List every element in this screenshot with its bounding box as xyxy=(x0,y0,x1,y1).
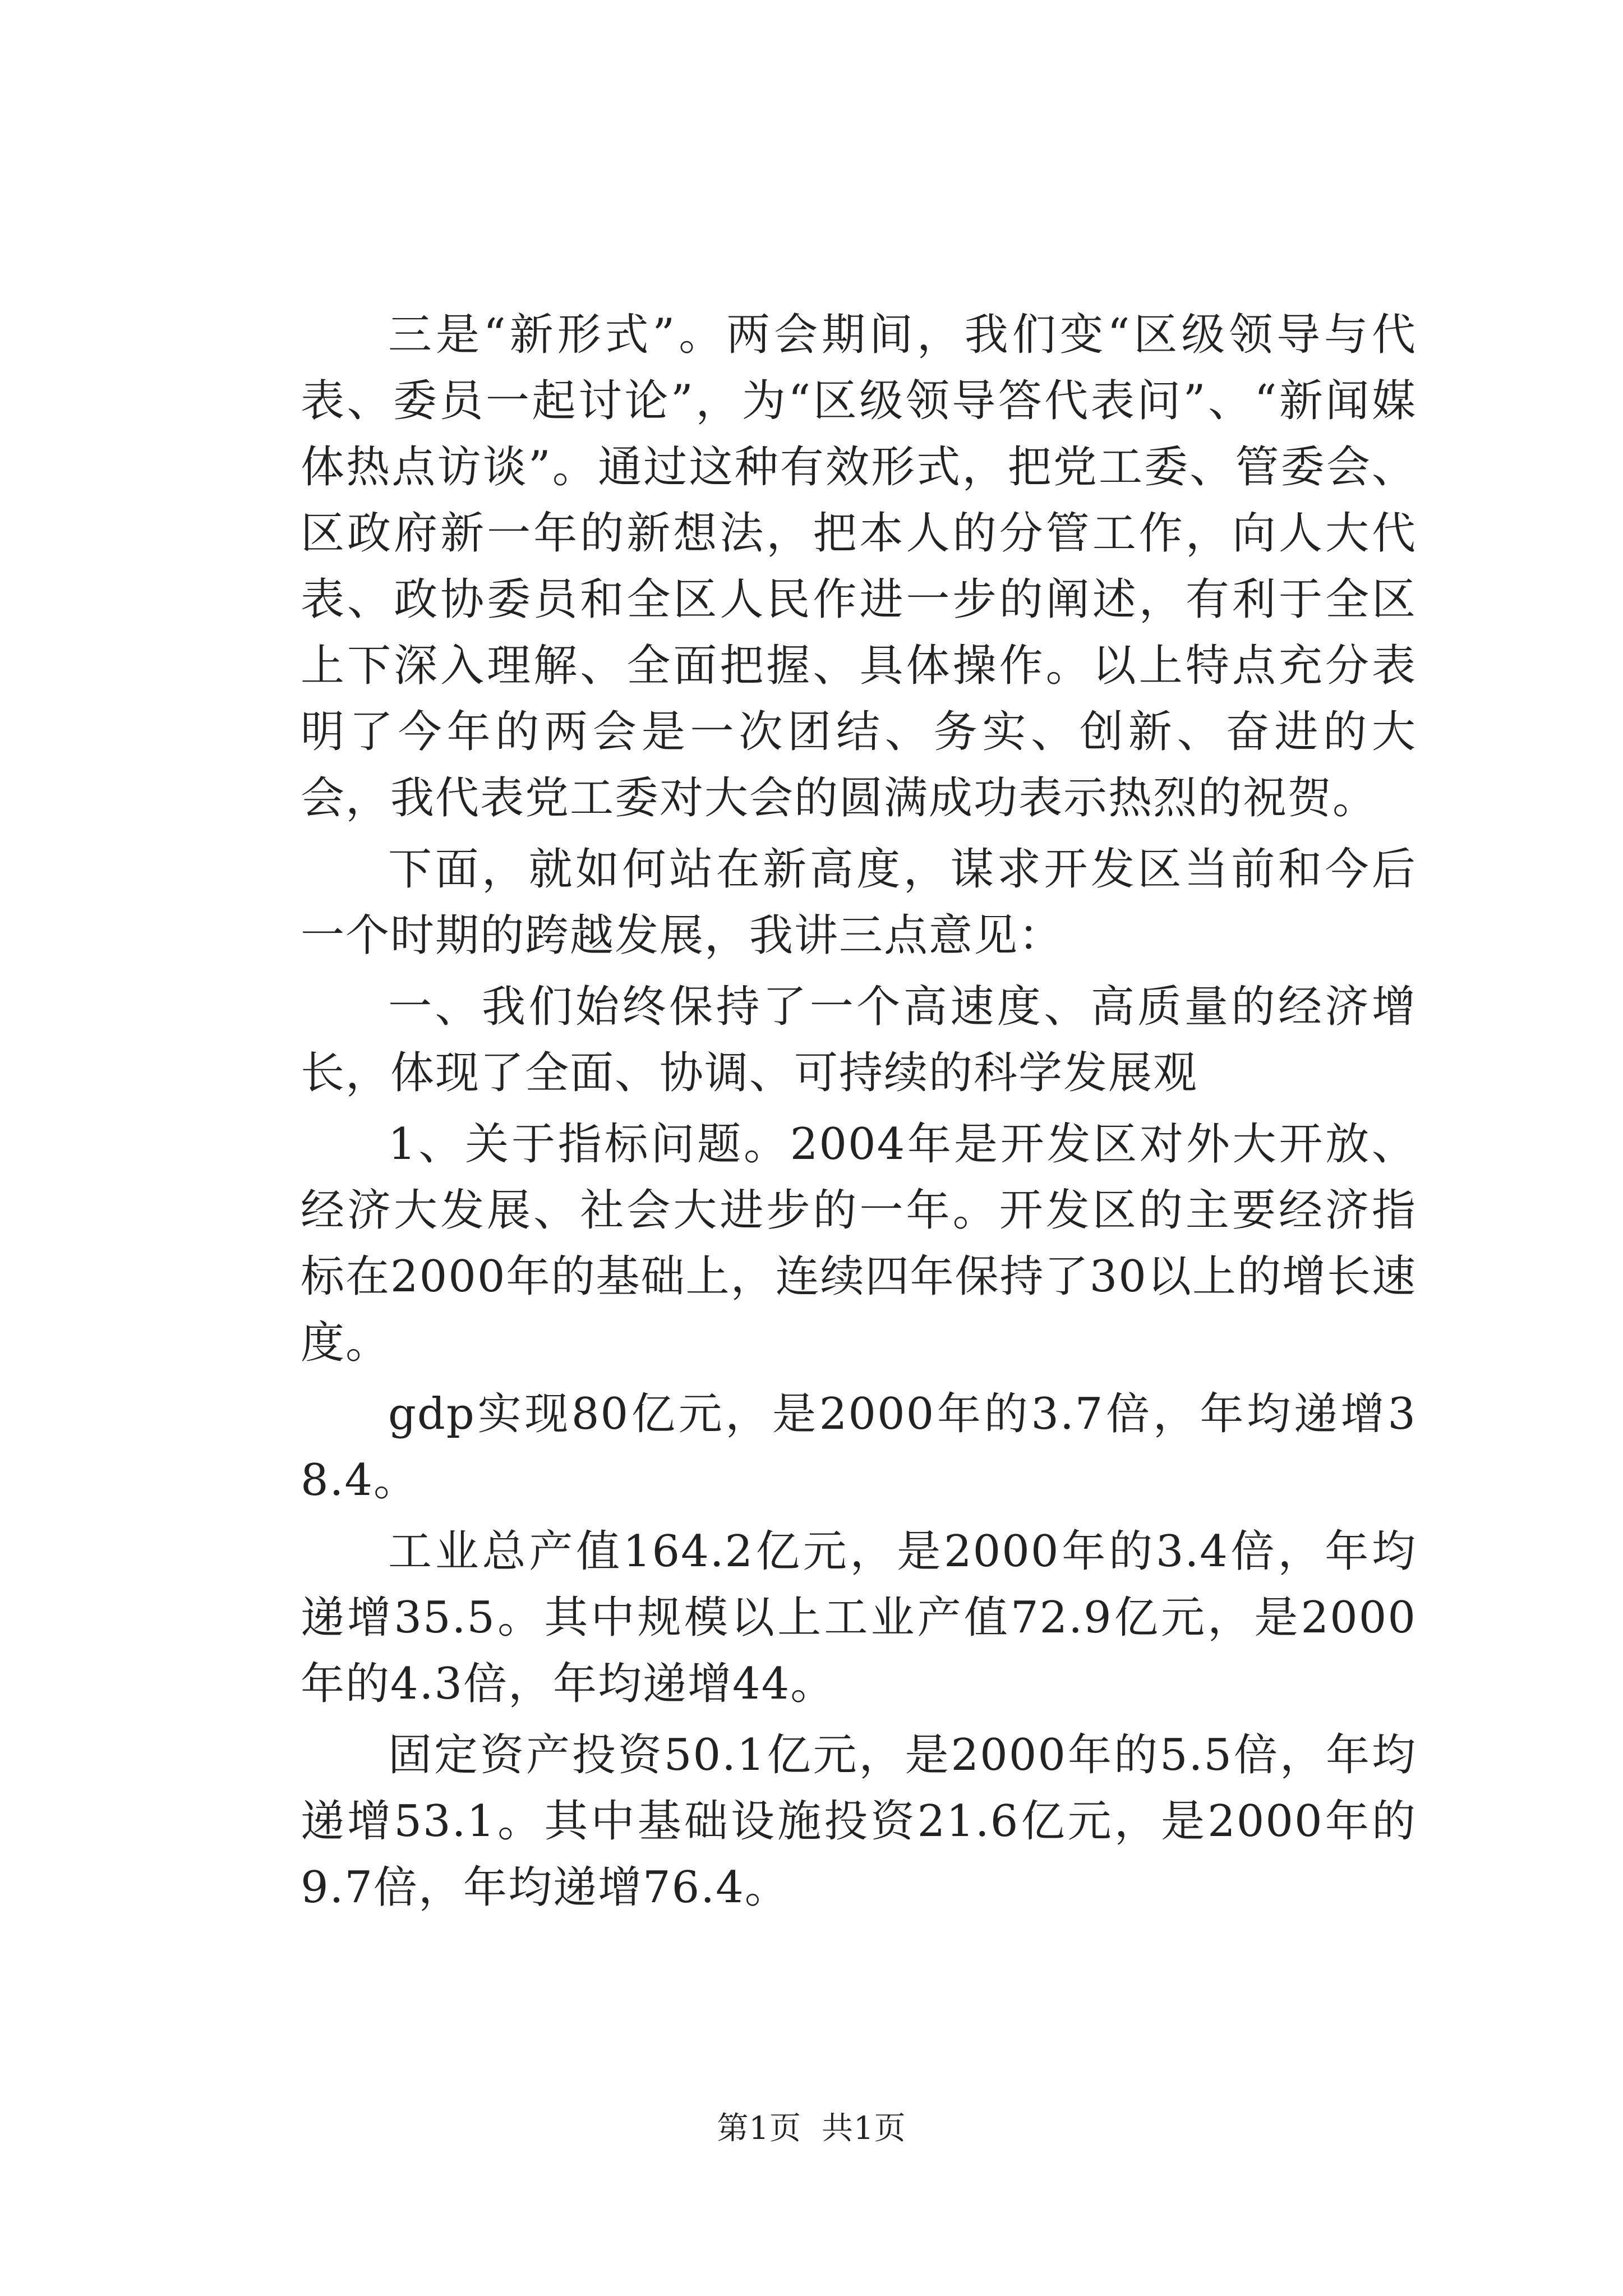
page-total: 共1页 xyxy=(822,2110,906,2147)
paragraph-intro-opinions: 下面，就如何站在新高度，谋求开发区当前和今后一个时期的跨越发展，我讲三点意见： xyxy=(301,844,1417,961)
paragraph-indicators: 1、关于指标问题。2004年是开发区对外大开放、经济大发展、社会大进步的一年。开发区的主要经济指标在2000年的基础上，连续四年保持了30以上的增长速度。 xyxy=(301,1119,1417,1368)
page-footer xyxy=(0,2109,1623,2148)
page-number: 第1页 xyxy=(717,2110,801,2147)
paragraph-new-format: 三是“新形式”。两会期间，我们变“区级领导与代表、委员一起讨论”，为“区级领导答代表问”、“新闻媒体热点访谈”。通过这种有效形式，把党工委、管委会、区政府新一年的新想法，把本人的分管工作，向人大代表、政协委员和全区人民作进一步的阐述，有利于全区上下深入理解、全面把握、具体操作。以上特点充分表明了今年的两会是一次团结、务实、创新、奋进的大会，我代表党工委对大会的圆满成功表示热烈的祝贺。 xyxy=(301,310,1417,823)
paragraph-industrial-output: 工业总产值164.2亿元，是2000年的3.4倍，年均递增35.5。其中规模以上工业产值72.9亿元，是2000年的4.3倍，年均递增44。 xyxy=(301,1526,1417,1709)
paragraph-fixed-asset-investment: 固定资产投资50.1亿元，是2000年的5.5倍，年均递增53.1。其中基础设施投资21.6亿元，是2000年的9.7倍，年均递增76.4。 xyxy=(301,1730,1417,1913)
document-body xyxy=(301,302,1417,1921)
paragraph-gdp: gdp实现80亿元，是2000年的3.7倍，年均递增38.4。 xyxy=(301,1389,1417,1506)
paragraph-section-heading-1: 一、我们始终保持了一个高速度、高质量的经济增长，体现了全面、协调、可持续的科学发展观 xyxy=(301,982,1417,1098)
